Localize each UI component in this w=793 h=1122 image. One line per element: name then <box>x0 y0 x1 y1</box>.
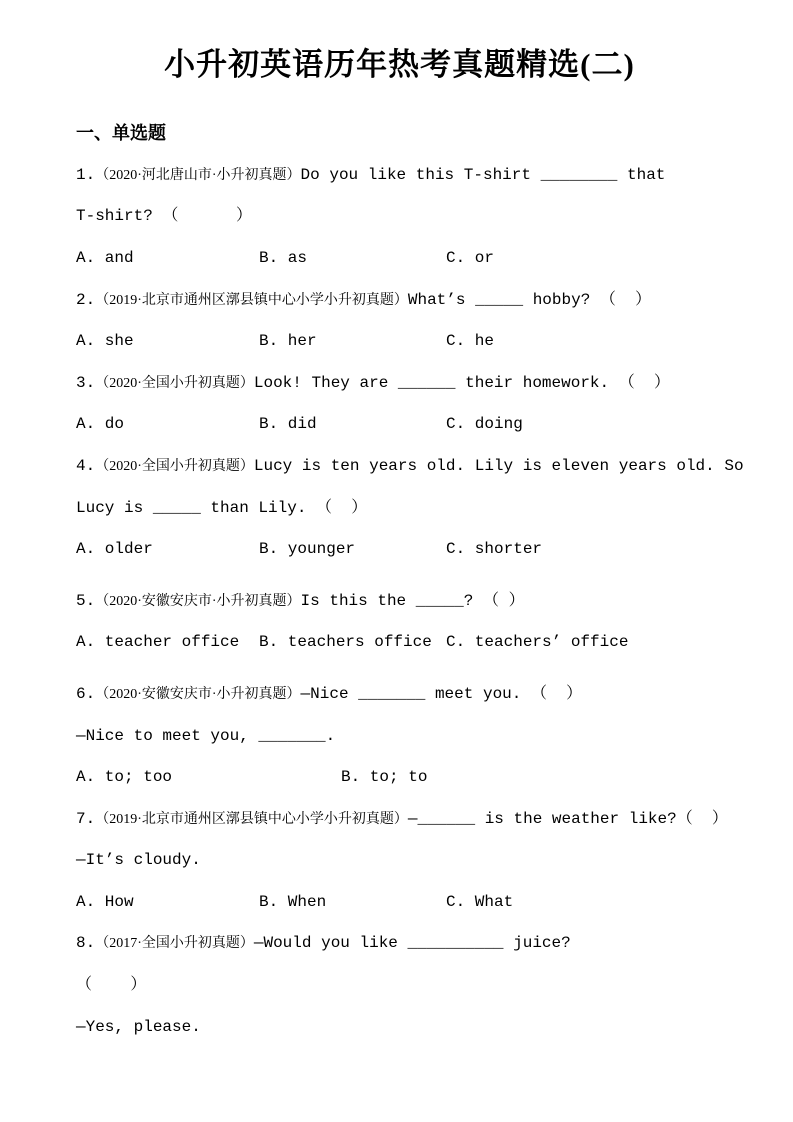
question-source: （2020·河北唐山市·小升初真题） <box>95 167 301 183</box>
question-stem-line <box>76 674 723 716</box>
question-stem-continuation: T-shirt? （ ） <box>76 207 253 226</box>
option-a: A. and <box>76 248 134 267</box>
option-b: B. to; to <box>341 768 428 787</box>
option-c: C. shorter <box>446 540 543 559</box>
question-stem-line <box>76 581 723 623</box>
option-a: A. older <box>76 540 153 559</box>
option-b: B. When <box>259 892 327 911</box>
question-number: 5. <box>76 591 96 610</box>
question-stem-continuation: —It’s cloudy. <box>76 851 201 870</box>
question-stem-text: Lucy is ten years old. Lily is eleven years old. So <box>253 456 744 475</box>
question-number: 2. <box>76 290 96 309</box>
question-stem-line <box>76 446 744 488</box>
question-stem-text: Look! They are ______ their homework. （ ） <box>253 373 670 392</box>
options-row <box>76 622 723 664</box>
questions-list <box>76 155 744 1048</box>
options-row <box>76 321 723 363</box>
option-b: B. did <box>259 415 317 434</box>
options-row <box>76 529 723 571</box>
question-number: 4. <box>76 456 96 475</box>
question-5 <box>76 581 723 664</box>
question-source: （2019·北京市通州区漷县镇中心小学小升初真题） <box>95 811 408 827</box>
question-source: （2020·安徽安庆市·小升初真题） <box>95 593 301 609</box>
option-c: C. or <box>446 248 495 267</box>
question-8 <box>76 923 723 1048</box>
option-b: B. younger <box>259 540 356 559</box>
question-number: 7. <box>76 809 96 828</box>
question-7 <box>76 799 728 924</box>
option-b: B. teachers office <box>259 633 432 652</box>
question-stem-text: —______ is the weather like?（ ） <box>407 809 728 828</box>
question-source: （2017·全国小升初真题） <box>95 936 254 952</box>
question-source: （2020·安徽安庆市·小升初真题） <box>95 686 301 702</box>
question-stem-text: —Nice _______ meet you. （ ） <box>300 684 583 703</box>
options-row <box>76 757 723 799</box>
option-b: B. as <box>259 248 308 267</box>
option-c: C. What <box>446 892 514 911</box>
question-stem-line <box>76 363 723 405</box>
question-3 <box>76 363 723 446</box>
options-row <box>76 238 723 280</box>
question-number: 1. <box>76 165 96 184</box>
question-stem-continuation: （ ） <box>76 976 147 995</box>
option-c: C. he <box>446 332 495 351</box>
option-a: A. she <box>76 332 134 351</box>
option-c: C. teachers’ office <box>446 633 629 652</box>
options-row <box>76 404 723 446</box>
question-source: （2020·全国小升初真题） <box>95 375 254 391</box>
question-number: 6. <box>76 684 96 703</box>
question-1 <box>76 155 723 280</box>
question-number: 8. <box>76 934 96 953</box>
question-2 <box>76 280 723 363</box>
question-stem-text: What’s _____ hobby? （ ） <box>407 290 652 309</box>
option-a: A. do <box>76 415 125 434</box>
question-stem-continuation: Lucy is _____ than Lily. （ ） <box>76 498 368 517</box>
option-b: B. her <box>259 332 317 351</box>
question-4 <box>76 446 744 571</box>
question-6 <box>76 674 723 799</box>
options-row <box>76 882 723 924</box>
option-a: A. teacher office <box>76 633 240 652</box>
question-stem-line <box>76 923 723 965</box>
option-a: A. How <box>76 892 134 911</box>
question-stem-text: Is this the _____? （ ） <box>300 591 525 610</box>
question-stem-continuation: —Yes, please. <box>76 1017 201 1036</box>
section-heading: 一、单选题 <box>76 123 166 144</box>
question-stem-line <box>76 155 723 197</box>
question-stem-text: Do you like this T-shirt ________ that <box>300 165 666 184</box>
question-source: （2020·全国小升初真题） <box>95 458 254 474</box>
document-title: 小升初英语历年热考真题精选(二) <box>164 47 635 82</box>
question-stem-line <box>76 799 728 841</box>
question-stem-continuation: —Nice to meet you, _______. <box>76 726 336 745</box>
option-c: C. doing <box>446 415 523 434</box>
question-source: （2019·北京市通州区漷县镇中心小学小升初真题） <box>95 292 408 308</box>
option-a: A. to; too <box>76 768 173 787</box>
question-number: 3. <box>76 373 96 392</box>
question-stem-line <box>76 280 723 322</box>
question-stem-text: —Would you like __________ juice? <box>253 934 571 953</box>
